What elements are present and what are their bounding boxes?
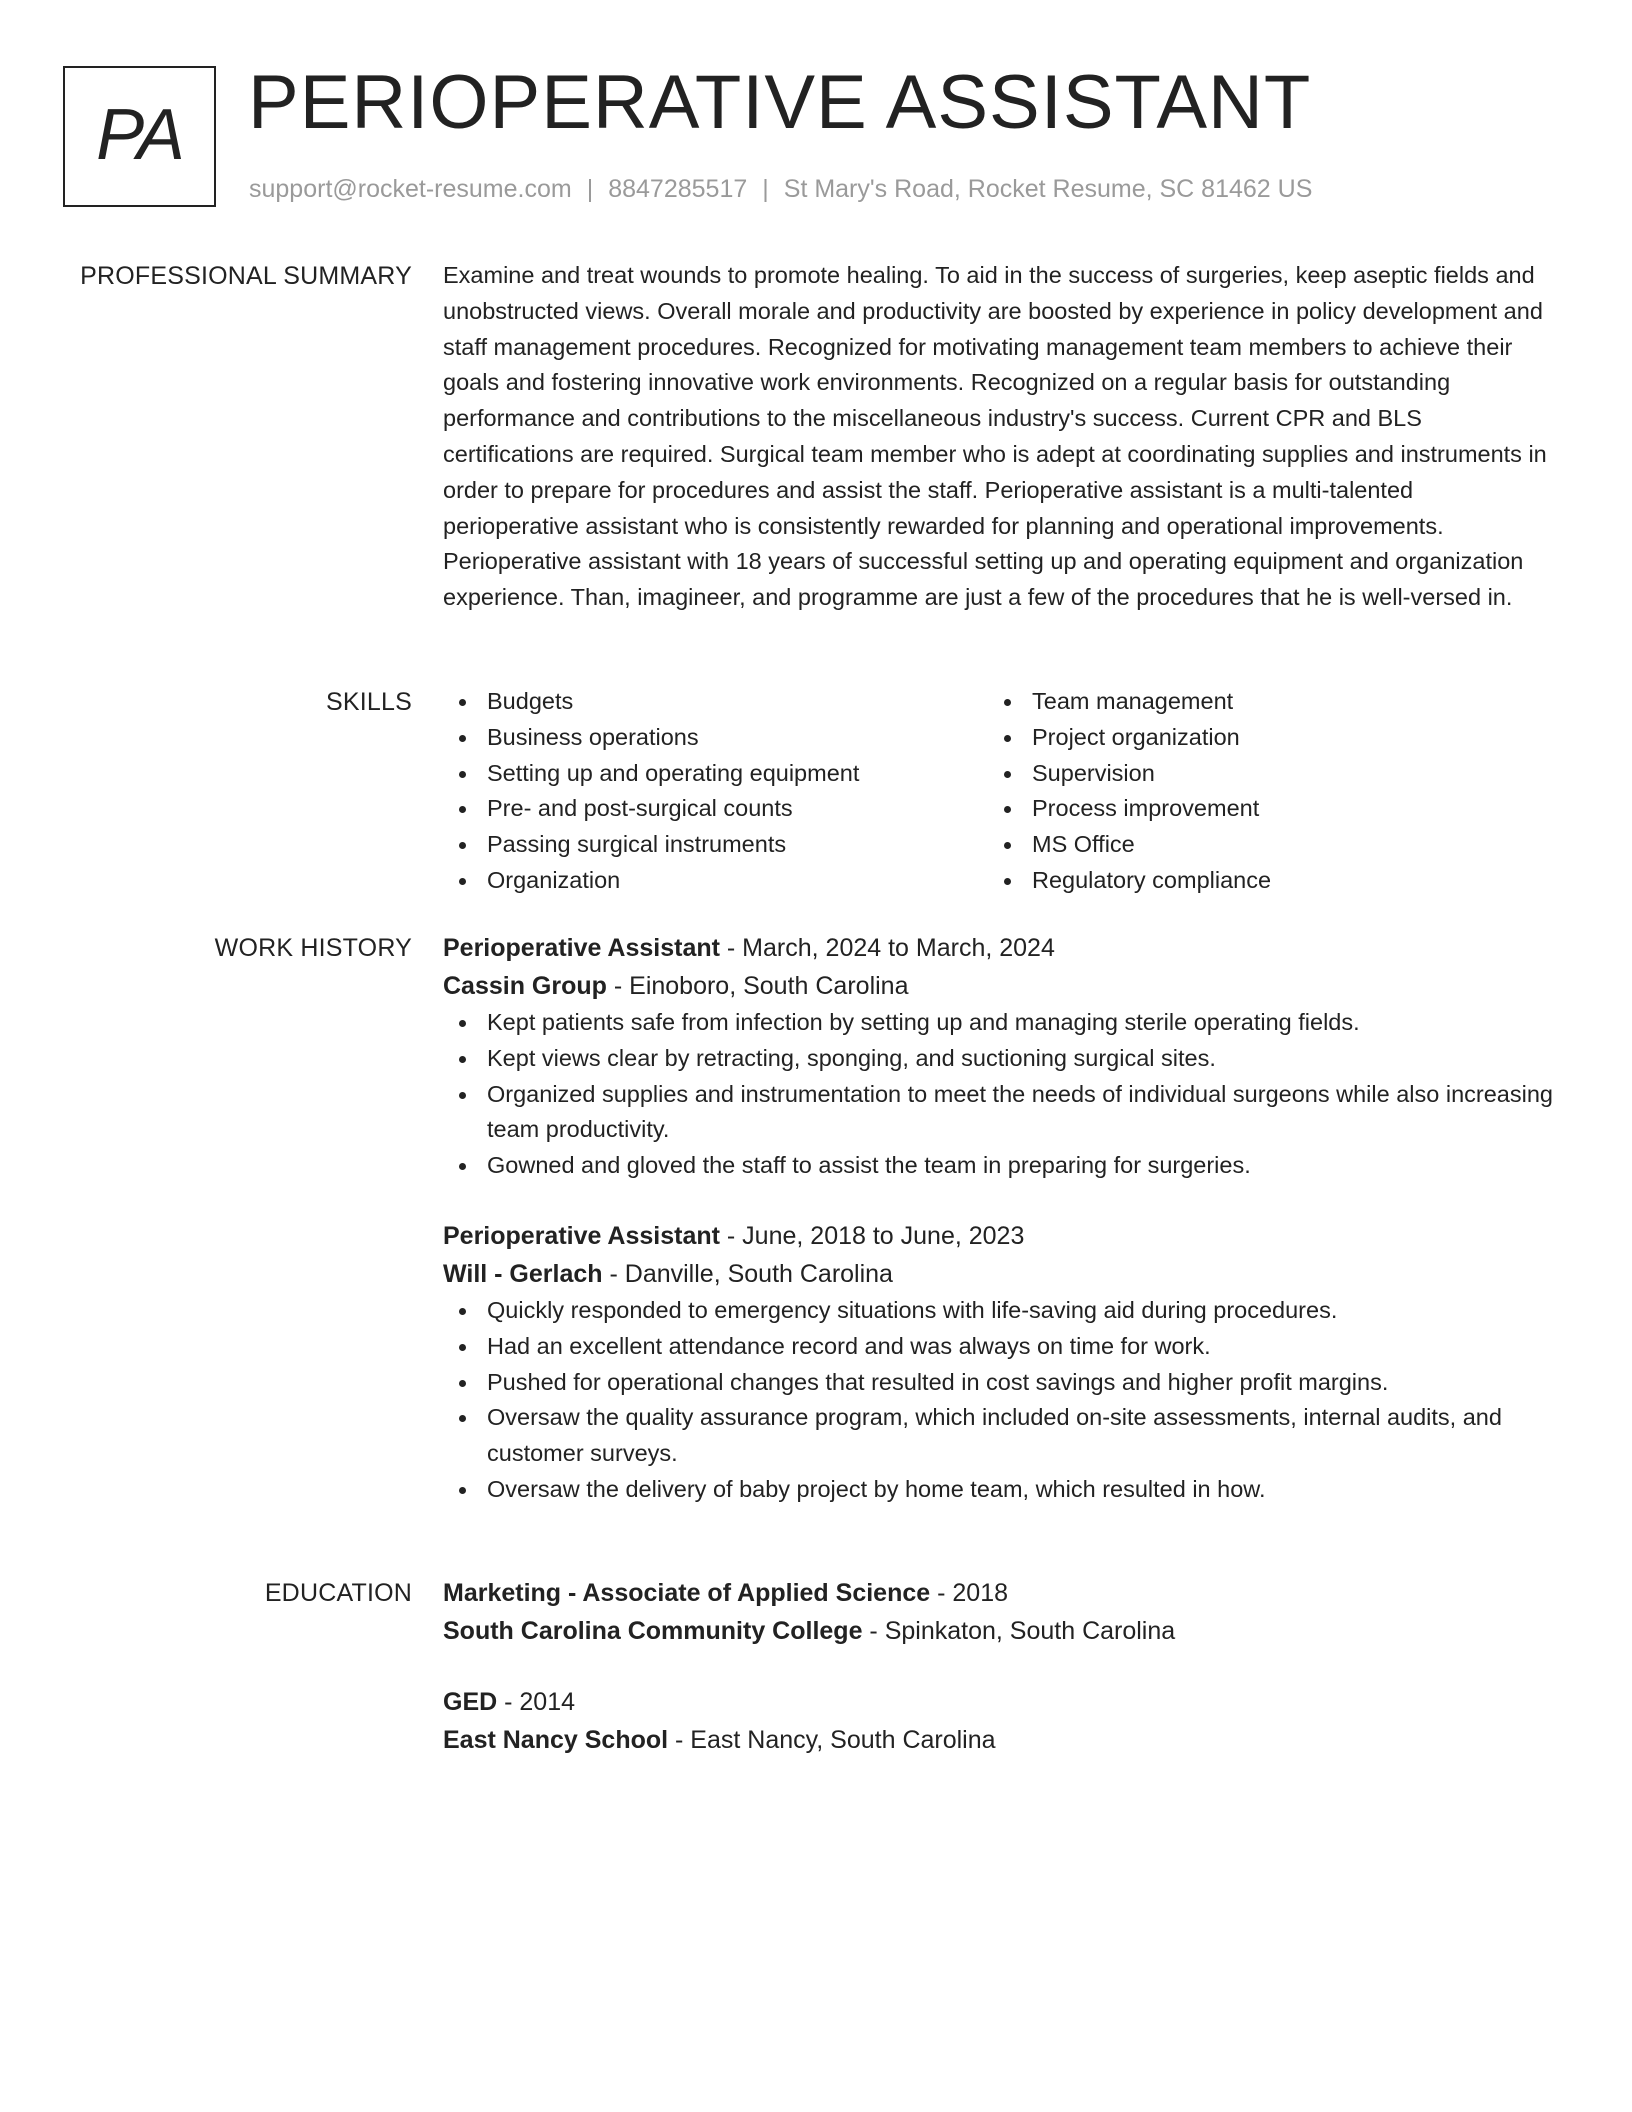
job-entry xyxy=(443,1217,1553,1508)
work-body xyxy=(443,929,1553,1508)
candidate-name: PERIOPERATIVE ASSISTANT xyxy=(248,60,1312,145)
job-bullet: Kept views clear by retracting, sponging, and suctioning surgical sites. xyxy=(443,1041,1553,1077)
skill-item: Organization xyxy=(443,863,988,899)
job-bullet: Oversaw the delivery of baby project by home team, which resulted in how. xyxy=(443,1472,1553,1508)
skills-list-left xyxy=(443,684,988,899)
skill-item: Setting up and operating equipment xyxy=(443,756,988,792)
education-degree: Marketing - Associate of Applied Science xyxy=(443,1579,931,1607)
job-dates: - June, 2018 to June, 2023 xyxy=(719,1221,1025,1250)
contact-separator: | xyxy=(762,175,769,203)
job-bullet: Had an excellent attendance record and was always on time for work. xyxy=(443,1329,1553,1365)
education-entry xyxy=(443,1683,1553,1759)
education-degree-line xyxy=(443,1574,1553,1612)
job-role: Perioperative Assistant xyxy=(443,1221,720,1250)
job-entry xyxy=(443,929,1553,1184)
education-title: EDUCATION xyxy=(264,1579,412,1607)
job-company-line xyxy=(443,1255,1553,1293)
skill-item: Budgets xyxy=(443,684,988,720)
education-year: - 2018 xyxy=(930,1579,1009,1607)
education-body xyxy=(443,1574,1553,1759)
contact-separator: | xyxy=(586,175,594,203)
education-degree: GED xyxy=(443,1688,498,1716)
job-bullet: Gowned and gloved the staff to assist the team in preparing for surgeries. xyxy=(443,1148,1553,1184)
work-title: WORK HISTORY xyxy=(214,934,412,962)
monogram-initials: PA xyxy=(96,94,183,175)
job-role-line xyxy=(443,929,1553,967)
job-bullet: Organized supplies and instrumentation to meet the needs of individual surgeons while also increasing team productivity. xyxy=(443,1077,1553,1149)
contact-phone: 8847285517 xyxy=(608,175,748,203)
education-year: - 2014 xyxy=(497,1688,576,1716)
skills-body xyxy=(443,684,1553,899)
job-location: - Danville, South Carolina xyxy=(602,1259,893,1288)
job-location: - Einoboro, South Carolina xyxy=(606,972,909,1000)
skills-list-right xyxy=(988,684,1533,899)
job-dates: - March, 2024 to March, 2024 xyxy=(719,934,1055,962)
summary-body xyxy=(443,258,1553,616)
job-company-line xyxy=(443,967,1553,1005)
education-degree-line xyxy=(443,1683,1553,1721)
skill-item: Process improvement xyxy=(988,791,1533,827)
education-school-line xyxy=(443,1612,1553,1650)
summary-text: Examine and treat wounds to promote healing. To aid in the success of surgeries, keep aseptic fields and unobstructed views. Overall morale and productivity are boosted by experience in policy development and staff management procedures. Recognized for motivating management team members to achieve their goals and fostering innovative work environments. Recognized on a regular basis for outstanding performance and contributions to the miscellaneous industry's success. Current CPR and BLS certifications are required. Surgical team member who is adept at coordinating supplies and instruments in order to prepare for procedures and assist the staff. Perioperative assistant is a multi-talented perioperative assistant who is consistently rewarded for planning and operational improvements. Perioperative assistant with 18 years of successful setting up and operating equipment and organization experience. Than, imagineer, and programme are just a few of the procedures that he is well-versed in. xyxy=(443,262,1547,611)
education-school: South Carolina Community College xyxy=(443,1617,863,1645)
job-bullet: Oversaw the quality assurance program, which included on-site assessments, internal audits, and customer surveys. xyxy=(443,1400,1553,1472)
summary-title: PROFESSIONAL SUMMARY xyxy=(80,262,412,290)
job-bullet: Pushed for operational changes that resulted in cost savings and higher profit margins. xyxy=(443,1365,1553,1401)
contact-email: support@rocket-resume.com xyxy=(249,175,572,203)
education-location: - East Nancy, South Carolina xyxy=(668,1726,996,1754)
education-school: East Nancy School xyxy=(443,1726,669,1754)
education-location: - Spinkaton, South Carolina xyxy=(862,1617,1176,1645)
contact-address: St Mary's Road, Rocket Resume, SC 81462 US xyxy=(783,175,1313,203)
skill-item: Passing surgical instruments xyxy=(443,827,988,863)
skills-columns xyxy=(443,684,1553,899)
job-bullets xyxy=(443,1293,1553,1508)
education-entry xyxy=(443,1574,1553,1650)
contact-line xyxy=(249,172,1312,206)
skill-item: Supervision xyxy=(988,756,1533,792)
skill-item: Business operations xyxy=(443,720,988,756)
skill-item: Team management xyxy=(988,684,1533,720)
job-company: Will - Gerlach xyxy=(443,1259,603,1288)
job-role-line xyxy=(443,1217,1553,1255)
job-bullets xyxy=(443,1005,1553,1184)
job-company: Cassin Group xyxy=(443,972,607,1000)
monogram-box xyxy=(63,66,216,207)
skill-item: Project organization xyxy=(988,720,1533,756)
education-school-line xyxy=(443,1721,1553,1759)
skill-item: Pre- and post-surgical counts xyxy=(443,791,988,827)
skills-title: SKILLS xyxy=(326,688,412,716)
skill-item: MS Office xyxy=(988,827,1533,863)
skill-item: Regulatory compliance xyxy=(988,863,1533,899)
job-bullet: Kept patients safe from infection by setting up and managing sterile operating fields. xyxy=(443,1005,1553,1041)
job-role: Perioperative Assistant xyxy=(443,934,720,962)
job-bullet: Quickly responded to emergency situations with life-saving aid during procedures. xyxy=(443,1293,1553,1329)
